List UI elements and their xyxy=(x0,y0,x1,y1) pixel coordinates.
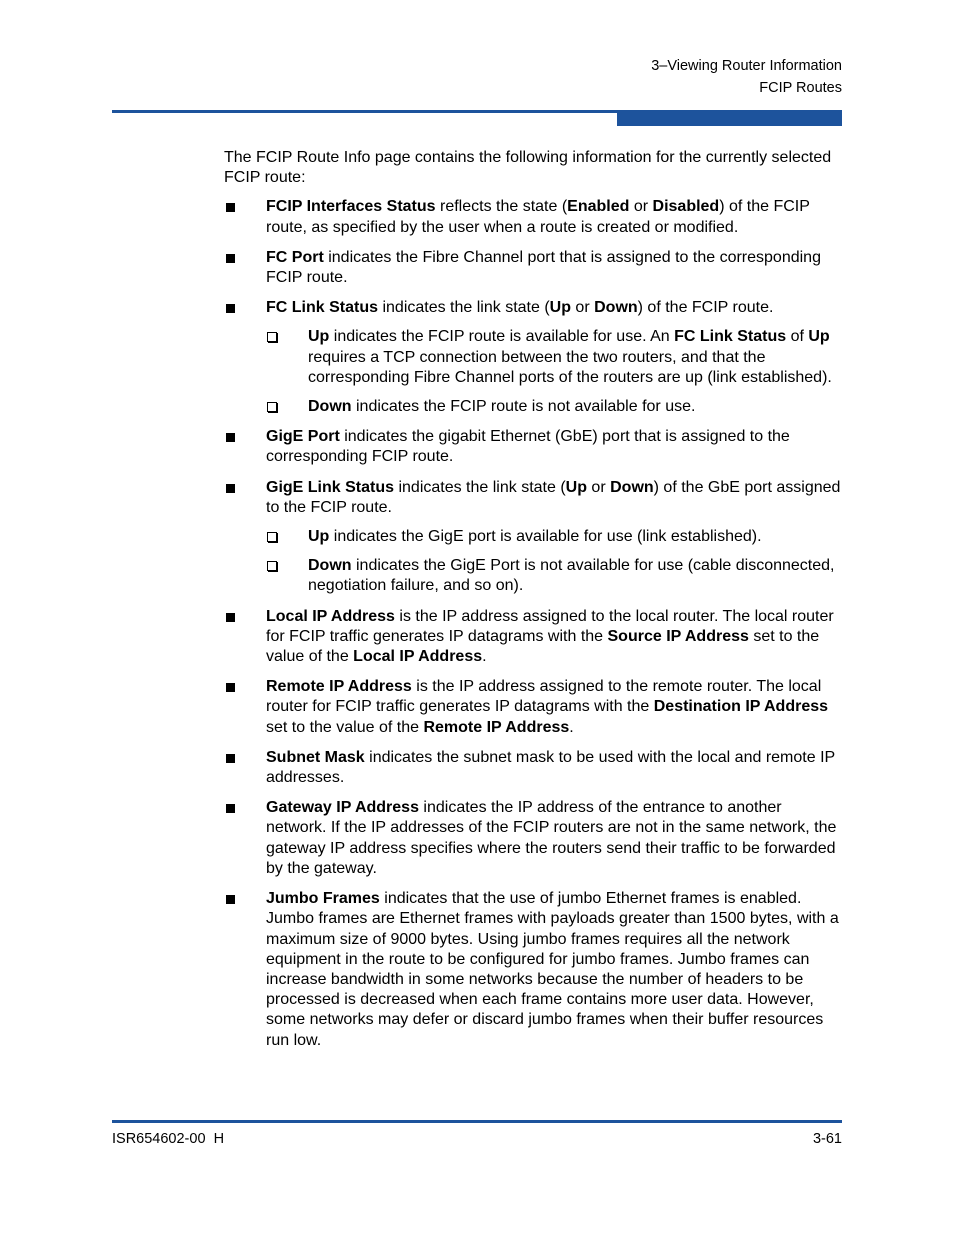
square-bullet-icon xyxy=(226,254,235,263)
checkbox-bullet-icon xyxy=(267,332,277,342)
square-bullet-icon xyxy=(226,613,235,622)
square-bullet-icon xyxy=(226,304,235,313)
item-text: indicates the gigabit Ethernet (GbE) port that is assigned to the corresponding FCIP route. xyxy=(266,428,790,466)
term-label: Up xyxy=(308,328,330,346)
item-text: ) of the FCIP route, as specified by the user when a route is created or modified. xyxy=(266,198,810,236)
item-text: . xyxy=(482,648,487,666)
header-chapter: 3–Viewing Router Information xyxy=(651,58,842,74)
item-text: set to the value of the xyxy=(266,718,424,736)
list-item-local-ip xyxy=(224,607,842,668)
checkbox-bullet-icon xyxy=(267,561,277,571)
item-text: . xyxy=(569,718,574,736)
term-label: FC Link Status xyxy=(266,299,379,317)
item-text: indicates the GigE Port is not available for use (cable disconnected, negotiation failure, and so on). xyxy=(308,557,835,595)
sub-item-fc-link-down xyxy=(266,397,842,417)
header-section: FCIP Routes xyxy=(759,80,842,96)
list-item-interfaces-status xyxy=(224,197,842,237)
term-label: Down xyxy=(308,398,352,416)
term-label: Up xyxy=(808,328,830,346)
list-item-gateway-ip xyxy=(224,798,842,879)
term-label: FC Port xyxy=(266,248,324,266)
intro-paragraph: The FCIP Route Info page contains the following information for the currently selected FCIP route: xyxy=(224,149,832,187)
item-text: ) of the GbE port assigned to the FCIP route. xyxy=(266,478,841,516)
square-bullet-icon xyxy=(226,484,235,493)
sub-item-gige-link-up xyxy=(266,527,842,547)
term-label: FC Link Status xyxy=(674,328,787,346)
term-label: GigE Link Status xyxy=(266,478,395,496)
footer-doc-number: ISR654602-00 H xyxy=(112,1131,225,1147)
term-label: Gateway IP Address xyxy=(266,799,419,817)
term-label: Down xyxy=(308,557,352,575)
item-text: set to the value of the xyxy=(266,627,820,666)
sub-item-fc-link-up xyxy=(266,327,842,388)
term-label: Disabled xyxy=(652,198,720,216)
item-text: indicates the IP address of the entrance to another network. If the IP addresses of the FCIP routers are not in the same network, the gateway IP address specifies where the routers send their traffic to be forwarded by the gateway. xyxy=(266,799,837,877)
list-item-jumbo-frames xyxy=(224,889,842,1051)
list-item-gige-port xyxy=(224,427,842,467)
item-text: or xyxy=(586,478,611,496)
square-bullet-icon xyxy=(226,754,235,763)
list-item-fc-port xyxy=(224,248,842,288)
checkbox-bullet-icon xyxy=(267,532,277,542)
list-item-remote-ip xyxy=(224,677,842,738)
item-text: is the IP address assigned to the local router. The local router for FCIP traffic generates IP datagrams with the xyxy=(266,607,834,645)
square-bullet-icon xyxy=(226,804,235,813)
body-content xyxy=(224,148,842,1061)
square-bullet-icon xyxy=(226,683,235,692)
square-bullet-icon xyxy=(226,433,235,442)
term-label: Jumbo Frames xyxy=(266,890,380,908)
list-item-gige-link-status xyxy=(224,478,842,518)
item-text: or xyxy=(629,198,653,216)
term-label: FCIP Interfaces Status xyxy=(266,198,436,216)
term-label: Remote IP Address xyxy=(423,718,570,736)
item-text: indicates that the use of jumbo Ethernet frames is enabled. Jumbo frames are Ethernet frames with payloads greater than 1500 bytes, with a maximum size of 9000 bytes. Using jumbo frames requires all the network equipment in the route to be configured for jumbo frames. Jumbo frames can increase bandwidth in some networks because the number of headers to be processed is decreased when each frame contains more user data. However, some networks may defer or discard jumbo frames when their buffer resources run low. xyxy=(266,890,839,1049)
term-label: Local IP Address xyxy=(353,648,483,666)
list-item-subnet-mask xyxy=(224,748,842,788)
footer-rule xyxy=(112,1120,842,1123)
item-text: of xyxy=(786,328,809,346)
term-label: Down xyxy=(594,299,638,317)
term-label: Source IP Address xyxy=(607,627,749,645)
item-text: or xyxy=(570,299,595,317)
square-bullet-icon xyxy=(226,203,235,212)
item-text: indicates the Fibre Channel port that is assigned to the corresponding FCIP route. xyxy=(266,248,821,287)
item-text: ) of the FCIP route. xyxy=(637,299,774,317)
header-rule xyxy=(112,110,617,113)
term-label: Subnet Mask xyxy=(266,748,365,766)
term-label: Up xyxy=(308,528,330,546)
term-label: Up xyxy=(565,478,587,496)
term-label: Down xyxy=(610,478,654,496)
item-text: reflects the state ( xyxy=(435,198,568,216)
item-text: indicates the FCIP route is not available for use. xyxy=(351,398,696,416)
term-label: Up xyxy=(549,299,571,317)
term-label: Remote IP Address xyxy=(266,678,412,696)
checkbox-bullet-icon xyxy=(267,402,277,412)
footer-page-number: 3-61 xyxy=(812,1131,842,1147)
item-text: indicates the link state ( xyxy=(394,478,566,496)
item-text: is the IP address assigned to the remote router. The local router for FCIP traffic generates IP datagrams with the xyxy=(266,678,822,716)
sub-item-gige-link-down xyxy=(266,556,842,596)
header-rule-tab xyxy=(617,110,842,126)
list-item-fc-link-status xyxy=(224,298,842,318)
term-label: GigE Port xyxy=(266,428,340,446)
item-text: indicates the subnet mask to be used with the local and remote IP addresses. xyxy=(266,748,835,787)
term-label: Local IP Address xyxy=(266,607,395,625)
item-text: requires a TCP connection between the two routers, and that the corresponding Fibre Channel ports of the routers are up (link established). xyxy=(308,348,832,386)
square-bullet-icon xyxy=(226,895,235,904)
item-text: indicates the link state ( xyxy=(378,299,550,317)
term-label: Enabled xyxy=(567,198,630,216)
term-label: Destination IP Address xyxy=(653,698,829,716)
item-text: indicates the GigE port is available for use (link established). xyxy=(329,528,762,546)
item-text: indicates the FCIP route is available for use. An xyxy=(329,328,675,346)
